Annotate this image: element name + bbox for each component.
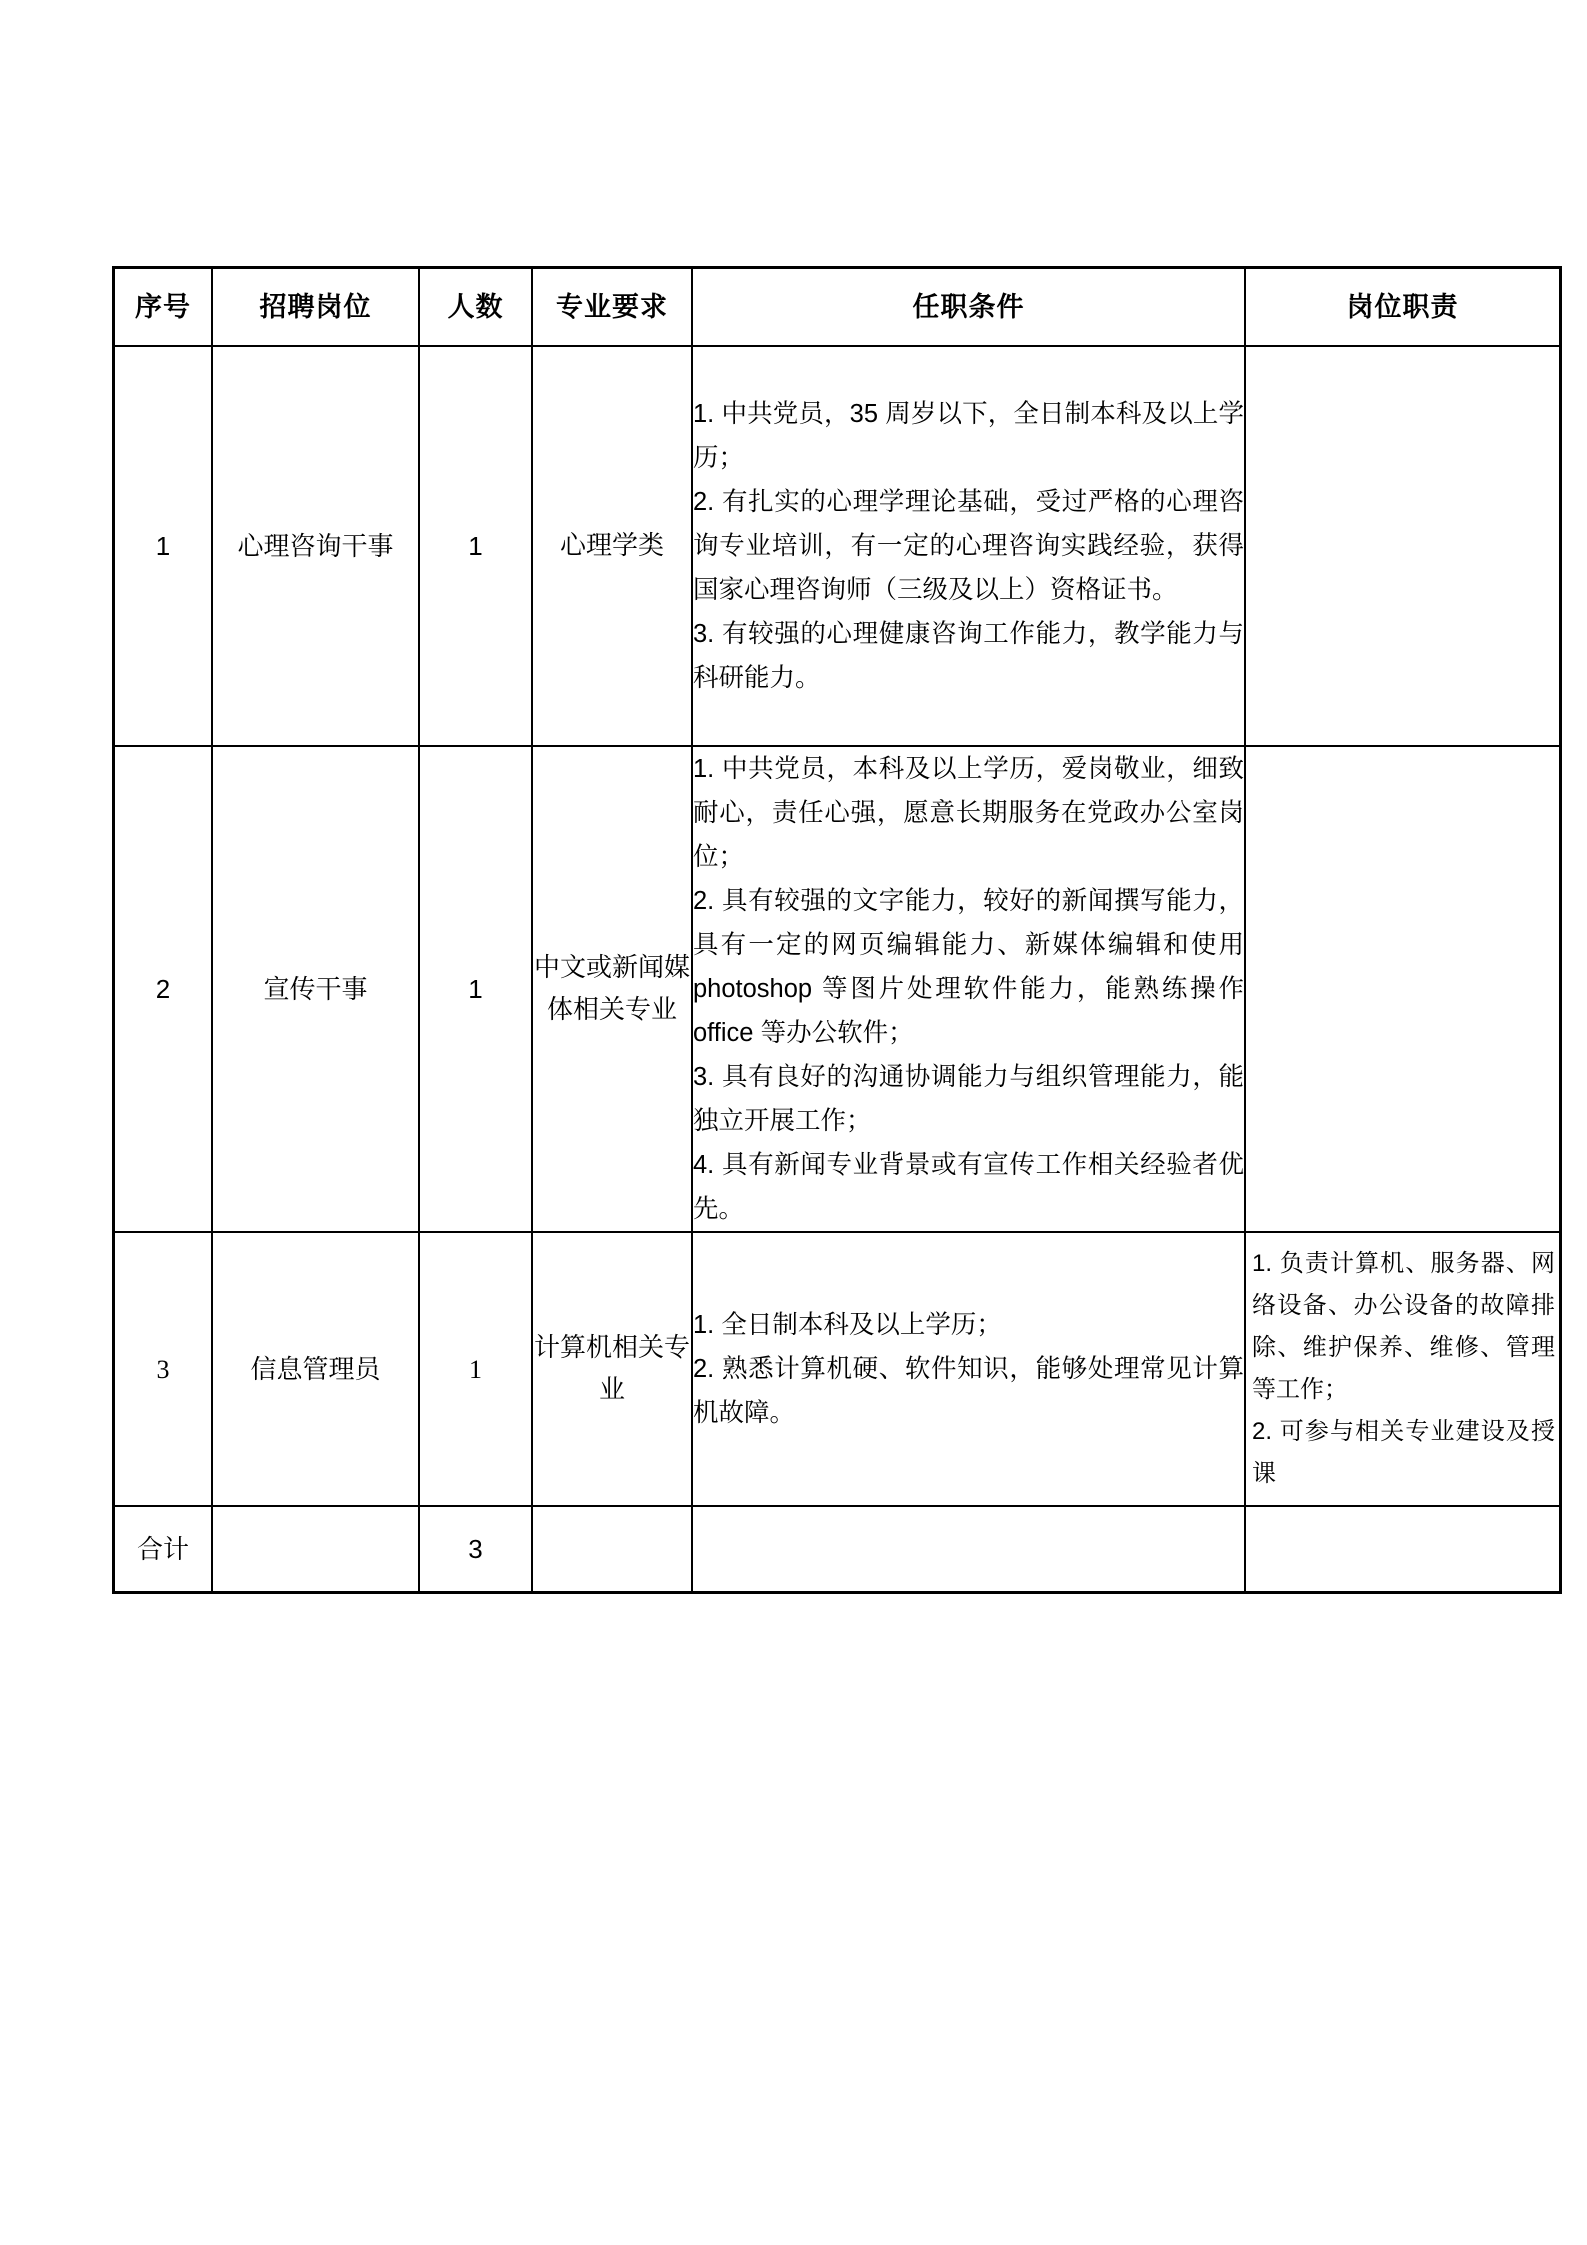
cell-headcount: 1	[419, 346, 532, 746]
column-header-duties: 岗位职责	[1245, 268, 1560, 346]
requirement-item: 2. 有扎实的心理学理论基础，受过严格的心理咨询专业培训，有一定的心理咨询实践经验，获得国家心理咨询师（三级及以上）资格证书。	[693, 488, 1244, 604]
requirement-item: 3. 具有良好的沟通协调能力与组织管理能力，能独立开展工作；	[693, 1063, 1244, 1135]
total-requirements	[692, 1506, 1245, 1592]
duty-item: 2. 可参与相关专业建设及授课	[1252, 1418, 1555, 1487]
cell-index: 2	[114, 746, 212, 1232]
cell-major: 计算机相关专业	[532, 1232, 692, 1506]
total-position	[212, 1506, 419, 1592]
total-duties	[1245, 1506, 1560, 1592]
table-header-row	[114, 268, 1560, 346]
total-label: 合计	[114, 1506, 212, 1592]
total-major	[532, 1506, 692, 1592]
column-header-index: 序号	[114, 268, 212, 346]
column-header-major: 专业要求	[532, 268, 692, 346]
requirement-item: 2. 熟悉计算机硬、软件知识，能够处理常见计算机故障。	[693, 1355, 1244, 1427]
duty-item: 1. 负责计算机、服务器、网络设备、办公设备的故障排除、维护保养、维修、管理等工作；	[1252, 1250, 1555, 1403]
cell-headcount: 1	[419, 1232, 532, 1506]
requirement-item: 1. 中共党员，本科及以上学历，爱岗敬业，细致耐心，责任心强，愿意长期服务在党政办公室岗位；	[693, 755, 1244, 871]
table-row	[114, 346, 1560, 746]
cell-duties	[1245, 346, 1560, 746]
cell-requirements	[692, 746, 1245, 1232]
cell-index: 1	[114, 346, 212, 746]
recruitment-table	[112, 266, 1562, 1594]
table-header	[114, 268, 1560, 346]
cell-headcount: 1	[419, 746, 532, 1232]
total-headcount: 3	[419, 1506, 532, 1592]
column-header-requirements: 任职条件	[692, 268, 1245, 346]
table-row	[114, 1232, 1560, 1506]
requirement-item: 1. 中共党员，35 周岁以下，全日制本科及以上学历；	[693, 400, 1244, 472]
cell-major: 中文或新闻媒体相关专业	[532, 746, 692, 1232]
table-row	[114, 746, 1560, 1232]
recruitment-table-container	[112, 266, 1558, 1594]
column-header-position: 招聘岗位	[212, 268, 419, 346]
requirement-item: 4. 具有新闻专业背景或有宣传工作相关经验者优先。	[693, 1151, 1244, 1223]
table-total-row	[114, 1506, 1560, 1592]
cell-position: 心理咨询干事	[212, 346, 419, 746]
table-body	[114, 346, 1560, 1592]
requirement-item: 2. 具有较强的文字能力，较好的新闻撰写能力，具有一定的网页编辑能力、新媒体编辑和使用 photoshop 等图片处理软件能力，能熟练操作 office 等办公软件；	[693, 887, 1244, 1047]
cell-requirements	[692, 1232, 1245, 1506]
cell-duties	[1245, 746, 1560, 1232]
cell-position: 信息管理员	[212, 1232, 419, 1506]
requirement-item: 1. 全日制本科及以上学历；	[693, 1311, 1002, 1339]
cell-duties	[1245, 1232, 1560, 1506]
column-header-headcount: 人数	[419, 268, 532, 346]
cell-requirements	[692, 346, 1245, 746]
requirement-item: 3. 有较强的心理健康咨询工作能力，教学能力与科研能力。	[693, 620, 1244, 692]
cell-position: 宣传干事	[212, 746, 419, 1232]
cell-index: 3	[114, 1232, 212, 1506]
cell-major: 心理学类	[532, 346, 692, 746]
